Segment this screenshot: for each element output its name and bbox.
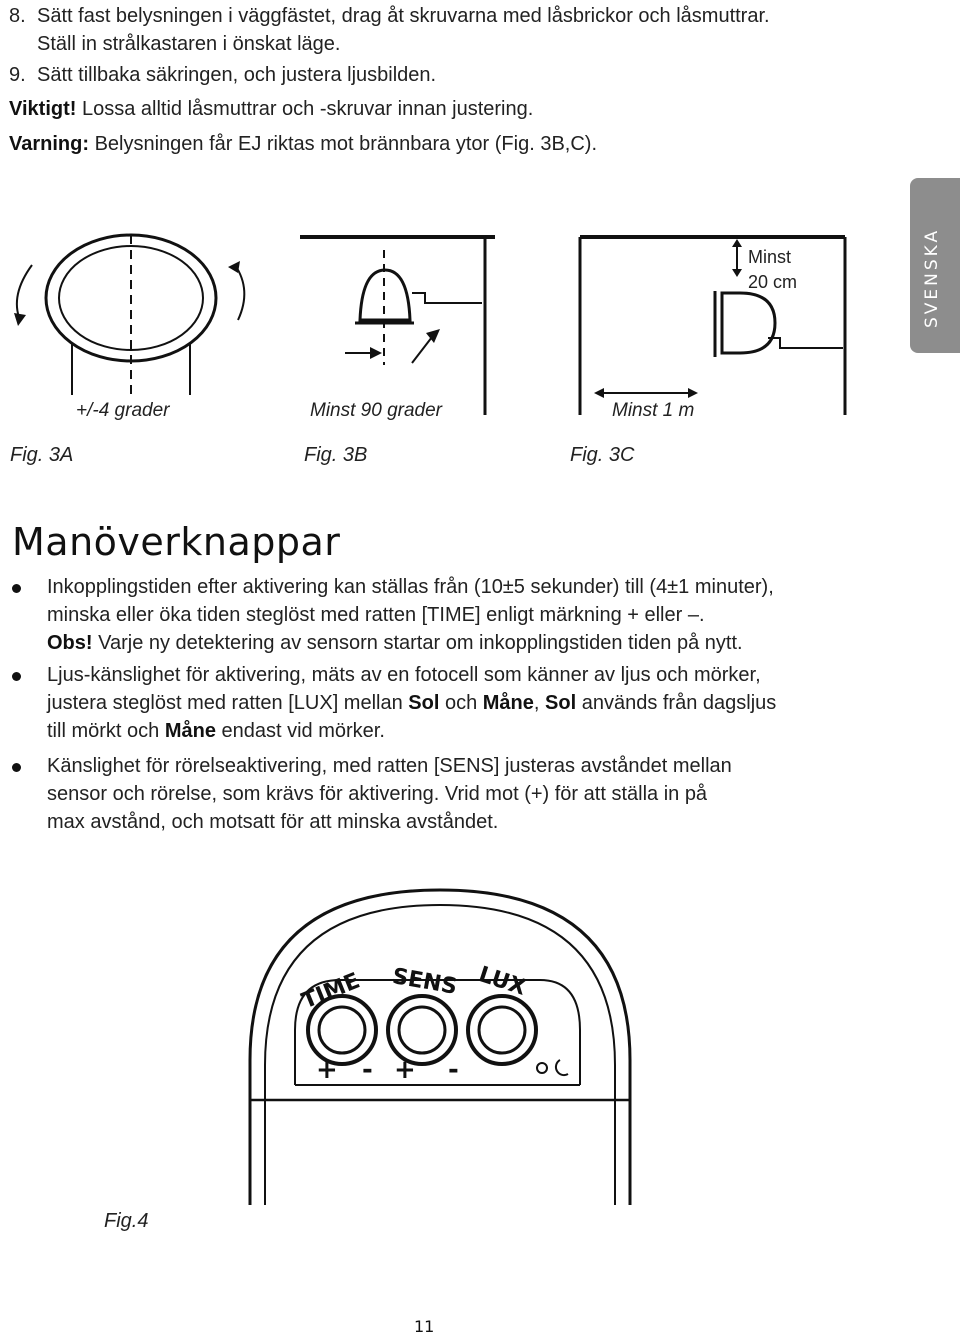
fig-3c-illustration	[580, 237, 845, 415]
step-8-text: Sätt fast belysningen i väggfästet, drag åt skruvarna med låsbrickor och låsmuttrar.	[37, 5, 770, 27]
fig-4-illustration	[230, 860, 670, 1220]
fig-3c-top-note-2: 20 cm	[748, 272, 798, 292]
step-8-number: 8.	[9, 5, 26, 27]
bullet-3-line-2: sensor och rörelse, som krävs för aktivering. Vrid mot (+) för att ställa in på	[47, 783, 708, 805]
fig-3a-note: +/-4 grader	[76, 400, 170, 421]
sol-label-2: Sol	[545, 692, 577, 714]
step-8-text-cont: Ställ in strålkastaren i önskat läge.	[37, 33, 341, 55]
language-tab	[910, 178, 960, 353]
mane-label-2: Måne	[164, 720, 216, 742]
bullet-3-line-3: max avstånd, och motsatt för att minska avståndet.	[47, 811, 499, 833]
fig-3a-illustration	[14, 235, 244, 395]
important-label: Viktigt!	[9, 98, 77, 120]
sol-label: Sol	[408, 692, 440, 714]
bullet-3-marker	[12, 763, 21, 772]
warning-note	[9, 130, 597, 159]
bullet-2-line-2	[47, 689, 776, 718]
fig-3b-illustration	[300, 237, 495, 415]
time-minus-mark: -	[362, 1055, 373, 1085]
fig-3c-top-note-1: Minst	[748, 247, 792, 267]
bullet-1-marker	[12, 584, 21, 593]
bullet-1-line-1: Inkopplingstiden efter aktivering kan ställas från (10±5 sekunder) till (4±1 minuter),	[47, 576, 774, 598]
sens-minus-mark: -	[448, 1055, 459, 1085]
time-plus-mark: +	[316, 1055, 338, 1085]
sens-plus-mark: +	[394, 1055, 416, 1085]
page-number: 11	[414, 1317, 435, 1336]
important-text: Lossa alltid låsmuttrar och -skruvar innan justering.	[76, 98, 534, 120]
mane-label: Måne	[482, 692, 534, 714]
fig-4-caption: Fig.4	[104, 1210, 149, 1232]
fig-3c-note: Minst 1 m	[612, 400, 695, 421]
obs-label: Obs!	[47, 632, 93, 654]
fig-3b-caption: Fig. 3B	[304, 444, 368, 466]
bullet-2-marker	[12, 672, 21, 681]
warning-label: Varning:	[9, 133, 90, 155]
bullet-1-obs	[47, 629, 743, 658]
bullet-2-text-a: justera steglöst med ratten [LUX] mellan	[47, 692, 409, 714]
obs-text: Varje ny detektering av sensorn startar om inkopplingstiden tiden på nytt.	[92, 632, 743, 654]
bullet-2-text-e: till mörkt och	[47, 720, 165, 742]
important-note	[9, 95, 533, 124]
time-label: TIME	[298, 968, 364, 1015]
bullet-2-text-b: och	[439, 692, 483, 714]
bullet-1-line-2: minska eller öka tiden steglöst med ratten [TIME] enligt märkning + eller –.	[47, 604, 705, 626]
bullet-2-text-d: används från dagsljus	[576, 692, 777, 714]
step-9-text: Sätt tillbaka säkringen, och justera ljusbilden.	[37, 64, 437, 86]
bullet-2-line-1: Ljus-känslighet för aktivering, mäts av en fotocell som känner av ljus och mörker,	[47, 664, 761, 686]
fig-3c-caption: Fig. 3C	[570, 444, 635, 466]
bullet-2-text-f: endast vid mörker.	[215, 720, 385, 742]
warning-text: Belysningen får EJ riktas mot brännbara ytor (Fig. 3B,C).	[89, 133, 597, 155]
fig-3b-note: Minst 90 grader	[310, 400, 443, 421]
bullet-2-text-c: ,	[533, 692, 546, 714]
language-tab-label: SVENSKA	[922, 227, 942, 328]
fig-3a-caption: Fig. 3A	[10, 444, 74, 466]
sens-label: SENS	[390, 963, 459, 1000]
section-title: Manöverknappar	[12, 520, 341, 564]
bullet-3-line-1: Känslighet för rörelseaktivering, med ratten [SENS] justeras avståndet mellan	[47, 755, 732, 777]
lux-label: LUX	[475, 962, 529, 1001]
step-9-number: 9.	[9, 64, 26, 86]
bullet-2-line-3	[47, 717, 385, 746]
